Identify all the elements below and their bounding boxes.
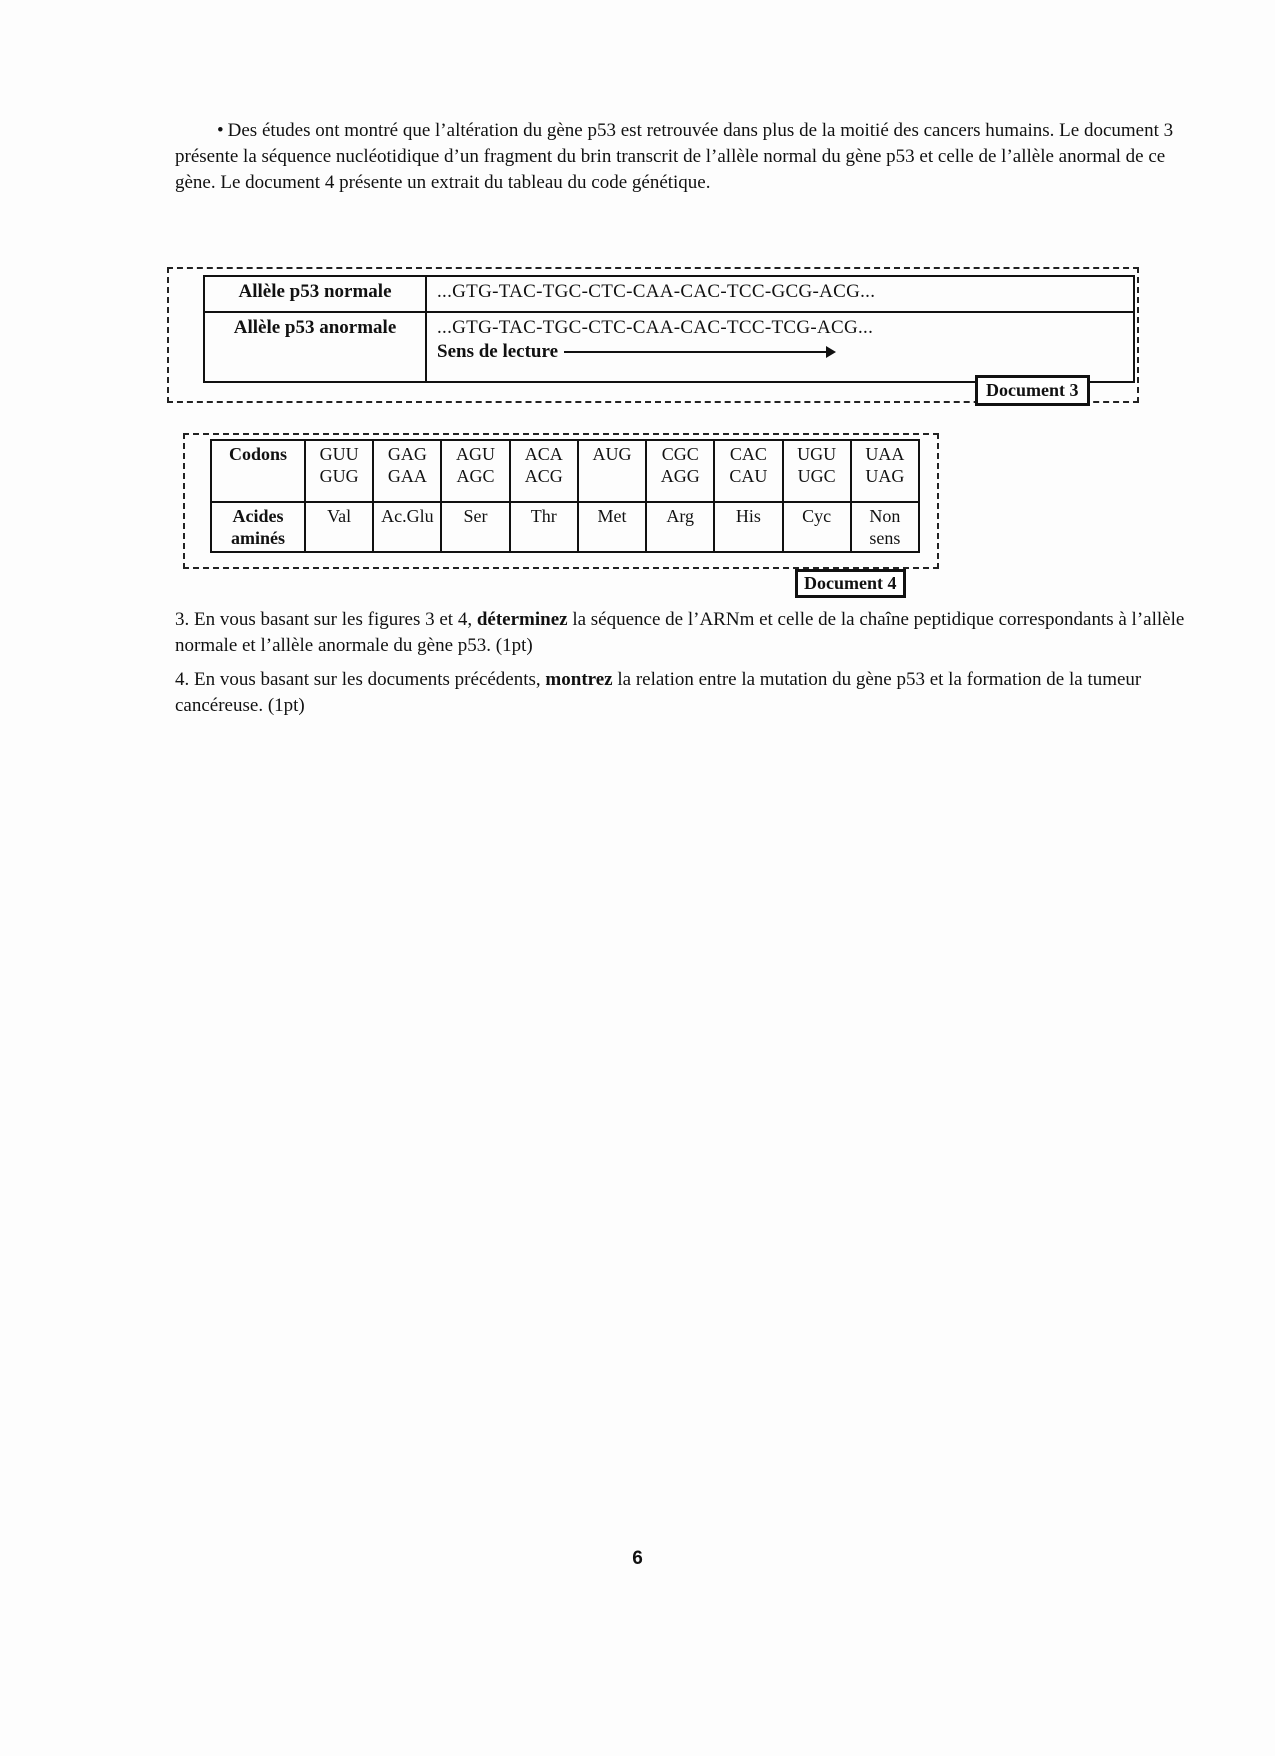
page-number: 6 bbox=[632, 1548, 643, 1569]
codon: GAA bbox=[387, 466, 427, 486]
codon: UAG bbox=[865, 466, 905, 486]
amino-acids-label bbox=[211, 502, 305, 552]
amino-acid-cell: Ac.Glu bbox=[373, 502, 441, 552]
question-4-suffix: la relation entre la mutation du gène p53 et la formation de la tumeur cancéreuse. (1pt) bbox=[175, 669, 1142, 716]
codon-cell bbox=[578, 440, 646, 502]
codon: UGU bbox=[797, 444, 837, 464]
amino-acids-label-line2: aminés bbox=[231, 528, 285, 548]
allele-abnormal-sequence: ...GTG-TAC-TGC-CTC-CAA-CAC-TCC-TCG-ACG... bbox=[437, 317, 874, 338]
codon: GAG bbox=[387, 444, 427, 464]
codons-row bbox=[211, 440, 919, 502]
reading-direction-label: Sens de lecture bbox=[437, 341, 559, 362]
bullet: • bbox=[217, 120, 224, 141]
amino-acids-label-line1: Acides bbox=[232, 506, 284, 526]
codon-cell bbox=[510, 440, 578, 502]
amino-acid-cell: His bbox=[714, 502, 782, 552]
codon: UAA bbox=[865, 444, 905, 464]
allele-abnormal-label: Allèle p53 anormale bbox=[204, 312, 426, 382]
allele-normal-sequence: ...GTG-TAC-TGC-CTC-CAA-CAC-TCC-GCG-ACG... bbox=[426, 276, 1134, 312]
allele-abnormal-cell bbox=[426, 312, 1134, 382]
question-3-prefix: 3. En vous basant sur les figures 3 et 4, bbox=[175, 609, 477, 630]
question-4 bbox=[175, 667, 1185, 719]
amino-acids-row bbox=[211, 502, 919, 552]
codon: CGC bbox=[661, 444, 699, 464]
document4-label: Document 4 bbox=[795, 569, 906, 598]
amino-acid-cell: Met bbox=[578, 502, 646, 552]
codons-label: Codons bbox=[211, 440, 305, 502]
intro-paragraph bbox=[175, 118, 1185, 196]
codon: AGG bbox=[660, 466, 700, 486]
codon-cell bbox=[783, 440, 851, 502]
codon: AGU bbox=[456, 444, 496, 464]
codon: AUG bbox=[592, 444, 632, 464]
amino-acid-cell: Ser bbox=[441, 502, 509, 552]
amino-acid-cell: Thr bbox=[510, 502, 578, 552]
codon: ACG bbox=[524, 466, 563, 486]
question-3-verb: déterminez bbox=[476, 609, 568, 630]
arrow-right-icon bbox=[564, 351, 834, 353]
allele-normal-row bbox=[204, 276, 1134, 312]
question-3-suffix: la séquence de l’ARNm et celle de la chaîne peptidique correspondants à l’allèle normale et l’allèle anormale du gène p53. (1pt) bbox=[175, 609, 1185, 656]
codon: AGC bbox=[456, 466, 495, 486]
codon-cell bbox=[305, 440, 373, 502]
intro-text: Des études ont montré que l’altération du gène p53 est retrouvée dans plus de la moitié des cancers humains. Le document 3 présente la séquence nucléotidique d’un fragment du brin transcrit de l’allèle normal du gène p53 et celle de l’allèle anormal de ce gène. Le document 4 présente un extrait du tableau du code génétique. bbox=[175, 120, 1174, 193]
allele-abnormal-row bbox=[204, 312, 1134, 382]
codon-cell bbox=[851, 440, 919, 502]
document3-label: Document 3 bbox=[975, 375, 1090, 406]
codon: CAC bbox=[729, 444, 767, 464]
amino-acid-cell: Val bbox=[305, 502, 373, 552]
question-4-verb: montrez bbox=[545, 669, 613, 690]
codon-cell bbox=[441, 440, 509, 502]
codon: CAU bbox=[729, 466, 768, 486]
question-3 bbox=[175, 607, 1185, 659]
question-4-prefix: 4. En vous basant sur les documents précédents, bbox=[175, 669, 546, 690]
genetic-code-table bbox=[210, 439, 920, 553]
amino-acid-cell: Cyc bbox=[783, 502, 851, 552]
codon: UGC bbox=[797, 466, 836, 486]
codon: ACA bbox=[524, 444, 563, 464]
codon: GUU bbox=[319, 444, 359, 464]
amino-acid-cell: Arg bbox=[646, 502, 714, 552]
amino-acid-line1: Non bbox=[869, 506, 901, 526]
document3-table bbox=[203, 275, 1135, 383]
codon: GUG bbox=[319, 466, 359, 486]
amino-acid-line2: sens bbox=[869, 528, 901, 548]
codon-cell bbox=[646, 440, 714, 502]
codon-cell bbox=[373, 440, 441, 502]
reading-direction bbox=[437, 341, 1123, 363]
amino-acid-cell bbox=[851, 502, 919, 552]
allele-normal-label: Allèle p53 normale bbox=[204, 276, 426, 312]
codon-cell bbox=[714, 440, 782, 502]
